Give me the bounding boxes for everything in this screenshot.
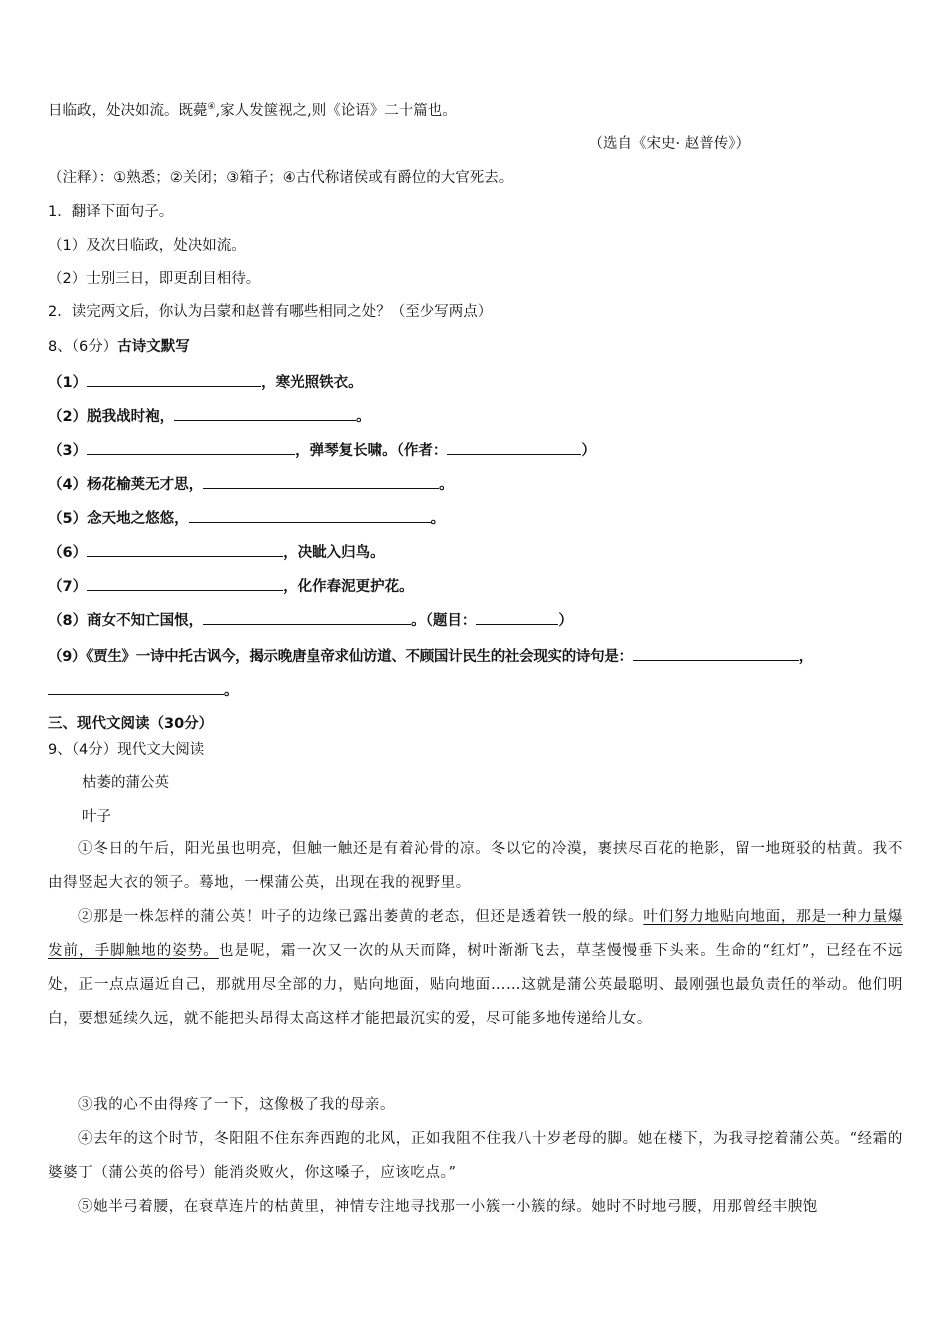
answer-blank[interactable] [87,371,261,387]
passage-last-line [48,101,457,121]
article-paragraph-2: ②那是一株怎样的蒲公英！叶子的边缘已露出萎黄的老态，但还是透着铁一般的绿。叶们努力地贴向地面，那是一种力量爆发前，手脚触地的姿势。也是呢，霜一次又一次的从天而降，树叶渐渐飞去，草茎慢慢垂下头来。生命的“红灯”，已经在不远处，正一点点逼近自己，那就用尽全部的力，贴向地面，贴向地面……这就是蒲公英最聪明、最刚强也最负责任的举动。他们明白，要想延续久远，就不能把头昂得太高这样才能把最沉实的爱，尽可能多地传递给儿女。 [48,909,904,1027]
article-paragraph-5: ⑤她半弓着腰，在衰草连片的枯黄里，神情专注地寻找那一小簇一小簇的绿。她时不时地弓腰，用那曾经丰腴饱 [78,1199,818,1215]
recite-item-4: （4）杨花榆荚无才思， 。 [48,473,454,495]
answer-blank[interactable] [87,575,283,591]
article-paragraph-4: ④去年的这个时节，冬阳阻不住东奔西跑的北风，正如我阻不住我八十岁老母的脚。她在楼下，为我寻挖着蒲公英。“经霜的婆婆丁（蒲公英的俗号）能消炎败火，你这嗓子，应该吃点。” [48,1131,903,1181]
question-title: 古诗文默写 [117,339,190,355]
question-number: 8、（6分） [48,339,118,355]
question-1-item-2: （2）士别三日，即更刮目相待。 [48,271,261,287]
answer-blank[interactable] [633,645,799,661]
question-9-header: 9、（4分）现代文大阅读 [48,742,205,758]
passage-text: ,家人发箧视之,则《论语》二十篇也。 [215,103,457,119]
article-author: 叶子 [82,809,111,825]
recite-item-7: （7） ，化作春泥更护花。 [48,575,414,597]
author-blank[interactable] [447,439,581,455]
passage-text: 日临政，处决如流。既薨 [48,103,208,119]
question-1-item-1: （1）及次日临政，处决如流。 [48,238,246,254]
footnote-marker: ④ [207,102,216,113]
recite-item-9: （9）《贾生》一诗中托古讽今，揭示晚唐皇帝求仙访道、不顾国计民生的社会现实的诗句是： ， [48,645,813,667]
recite-item-6: （6） ，决眦入归鸟。 [48,541,385,563]
answer-blank[interactable] [174,405,356,421]
question-8-header [48,337,190,357]
article-title: 枯萎的蒲公英 [82,775,169,791]
answer-blank[interactable] [87,541,283,557]
question-1-title: 1．翻译下面句子。 [48,204,174,220]
answer-blank[interactable] [87,439,295,455]
answer-blank[interactable] [203,473,439,489]
recite-item-8: （8）商女不知亡国恨， 。（题目： ） [48,609,573,631]
title-blank[interactable] [476,609,558,625]
recite-item-2: （2）脱我战时袍， 。 [48,405,371,427]
answer-blank[interactable] [189,507,431,523]
question-2-title: 2．读完两文后，你认为吕蒙和赵普有哪些相同之处？（至少写两点） [48,304,493,320]
article-paragraph-3: ③我的心不由得疼了一下，这像极了我的母亲。 [78,1097,396,1113]
passage-source: （选自《宋史· 赵普传》） [588,136,750,152]
article-paragraph-1: ①冬日的午后，阳光虽也明亮，但触一触还是有着沁骨的凉。冬以它的冷漠，裹挟尽百花的艳影，留一地斑驳的枯黄。我不由得竖起大衣的领子。蓦地，一棵蒲公英，出现在我的视野里。 [48,841,903,891]
answer-blank[interactable] [203,609,411,625]
answer-blank[interactable] [48,679,224,695]
recite-item-3: （3） ，弹琴复长啸。（作者： ） [48,439,596,461]
underlined-sentence: 叶们努力地贴向地面，那是一种力量爆发前，手脚触地的姿势。 [48,909,904,959]
passage-notes: （注释）：①熟悉；②关闭；③箱子；④古代称诸侯或有爵位的大官死去。 [48,170,514,186]
recite-item-1: （1） ，寒光照铁衣。 [48,371,363,393]
recite-item-5: （5）念天地之悠悠， 。 [48,507,445,529]
recite-item-9-cont: 。 [48,679,239,701]
section-3-title: 三、现代文阅读（30分） [48,716,214,732]
